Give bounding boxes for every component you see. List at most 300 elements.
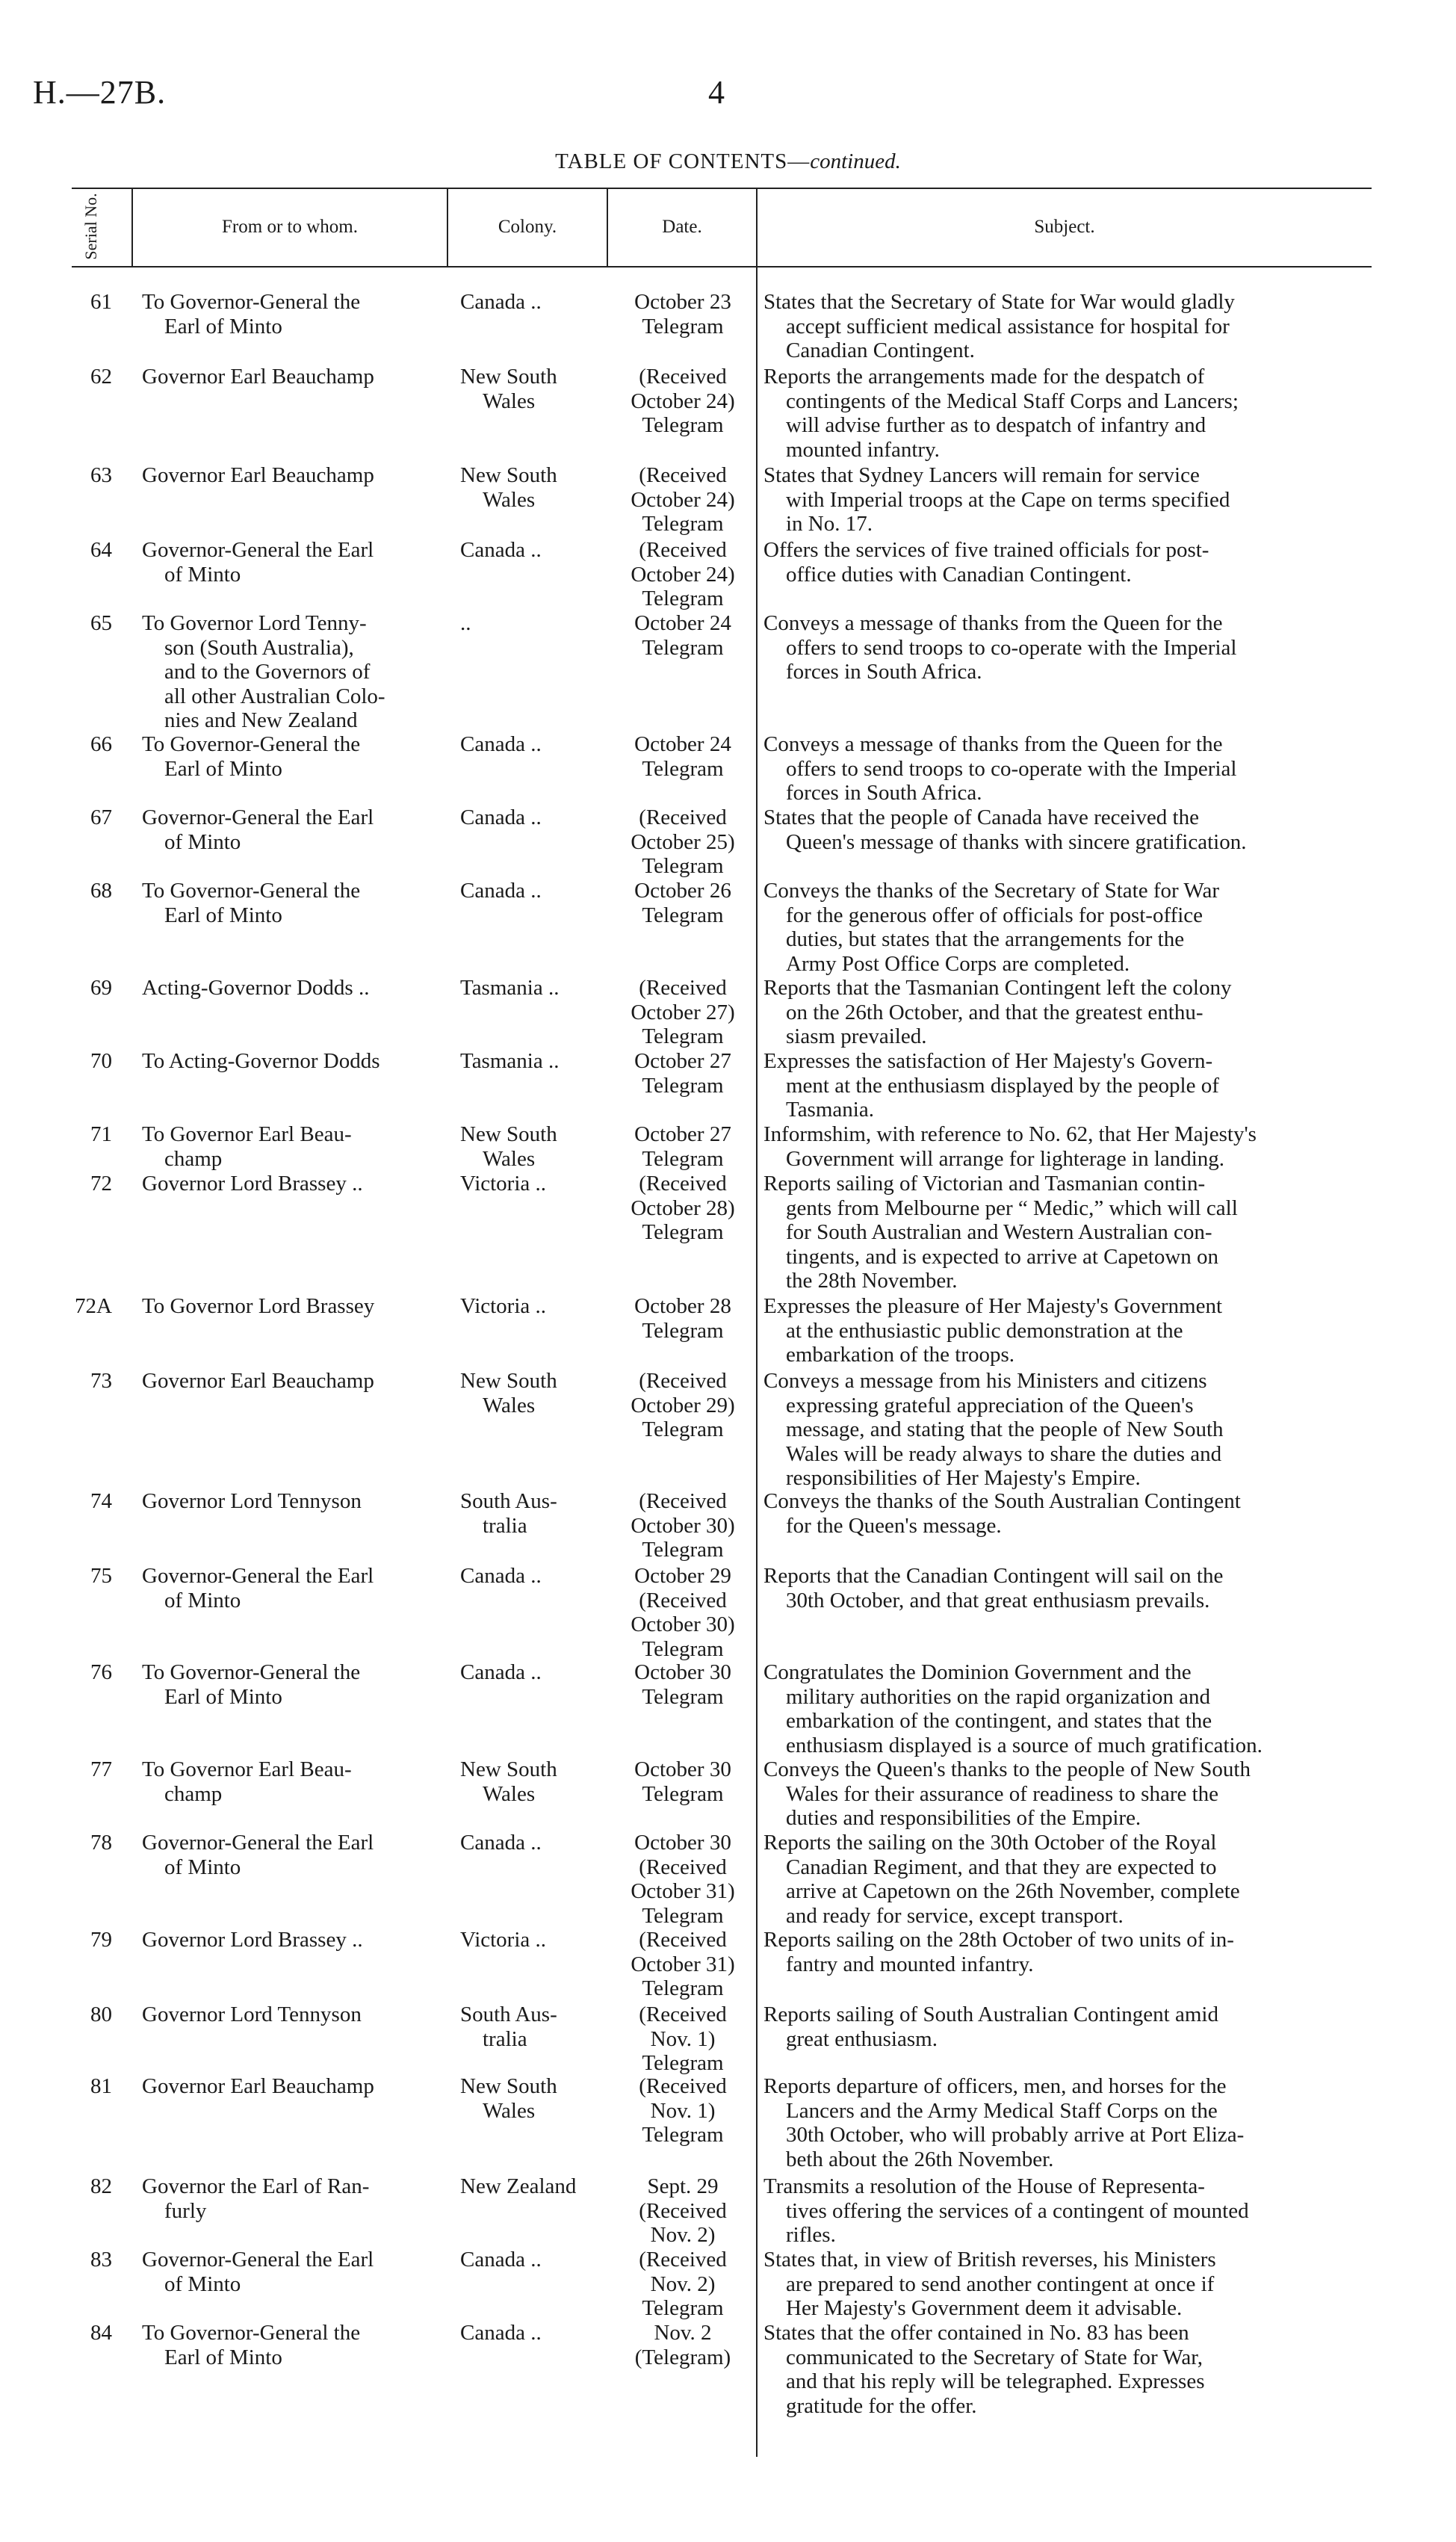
header-date: Date. [662,217,702,237]
colony-line: Canada .. [460,538,542,562]
colony [460,879,602,903]
from-or-to-whom [142,365,442,389]
colony-line: Canada .. [460,2321,542,2345]
date [608,538,758,611]
date [608,1757,758,1806]
date [608,365,758,438]
subject-line: arrive at Capetown on the 26th November, complete [786,1879,1240,1903]
subject-line: Conveys the Queen's thanks to the people of New South [763,1757,1251,1781]
date-line: October 29 [634,1564,731,1588]
from-or-to-whom-line: Governor-General the Earl [142,1831,374,1855]
subject [763,1122,1375,1171]
subject [763,805,1375,854]
from-or-to-whom [142,1489,442,1514]
header-serial: Serial No. [81,193,100,260]
colony [460,1172,602,1196]
date [608,1660,758,1709]
from-or-to-whom [142,463,442,488]
title-continued: continued. [810,149,901,173]
date [608,1122,758,1171]
subject-line: States that, in view of British reverses, his Ministers [763,2248,1216,2272]
date-line: Telegram [642,1976,724,2000]
date [608,2248,758,2321]
serial-number: 75 [90,1564,112,1588]
from-or-to-whom [142,976,442,1001]
subject-line: Government will arrange for lighterage in landing. [786,1146,1225,1171]
colony [460,1489,602,1538]
date [608,1489,758,1562]
from-or-to-whom-line: furly [164,2198,207,2223]
colony [460,1294,602,1319]
date-line: Telegram [642,2051,724,2075]
from-or-to-whom-line: Earl of Minto [164,2345,282,2369]
subject-line: are prepared to send another contingent at once if [786,2272,1215,2296]
from-or-to-whom-line: To Governor-General the [142,290,361,314]
serial-number: 74 [90,1489,112,1513]
colony-line: Victoria .. [460,1294,547,1318]
date-line: Telegram [642,1538,724,1562]
date-line: (Received [639,805,727,829]
from-or-to-whom [142,1757,442,1806]
from-or-to-whom-line: Governor Lord Brassey .. [142,1928,363,1952]
subject [763,2074,1375,2171]
date [608,2074,758,2147]
subject-line: gents from Melbourne per “ Medic,” which will call [786,1196,1238,1220]
from-or-to-whom-line: Governor Earl Beauchamp [142,463,374,487]
page-number: 4 [708,74,725,111]
date-line: (Received [639,1369,727,1393]
table-header-rule [72,266,1372,268]
date-line: (Received [639,1855,727,1879]
colony [460,1757,602,1806]
subject-line: ment at the enthusiasm displayed by the people of [786,1073,1219,1098]
colony-line: Canada .. [460,1831,542,1855]
date-line: Nov. 2) [650,2272,716,2296]
from-or-to-whom-line: Governor-General the Earl [142,805,374,829]
serial-number: 80 [90,2003,112,2026]
from-or-to-whom [142,2248,442,2296]
date-line: (Received [639,976,727,1000]
colony-line: New South [460,1122,557,1146]
from-or-to-whom-line: Governor-General the Earl [142,2248,374,2272]
subject-line: embarkation of the contingent, and states that the [786,1709,1212,1733]
date-line: October 25) [631,829,735,854]
date [608,290,758,338]
serial-number: 76 [90,1660,112,1684]
subject [763,976,1375,1049]
colony [460,805,602,830]
date-line: October 30 [634,1831,731,1855]
subject-line: Conveys the thanks of the South Australian Contingent [763,1489,1241,1513]
date-line: Telegram [642,1684,724,1709]
serial-number: 72 [90,1172,112,1196]
date [608,1831,758,1928]
date-line: (Received [639,1172,727,1196]
colony [460,1122,602,1171]
subject-line: Canadian Regiment, and that they are expected to [786,1855,1217,1879]
from-or-to-whom [142,1172,442,1196]
serial-number: 73 [90,1369,112,1393]
date-line: Telegram [642,1073,724,1098]
colony-line: Victoria .. [460,1172,547,1196]
from-or-to-whom [142,805,442,854]
date [608,805,758,879]
from-or-to-whom-line: Governor Earl Beauchamp [142,1369,374,1393]
subject [763,1172,1375,1293]
from-or-to-whom [142,2321,442,2369]
serial-number: 63 [90,463,112,487]
page-identifier: H.—27B. [33,74,167,111]
colony-line: Victoria .. [460,1928,547,1952]
date-line: Nov. 2 [654,2321,712,2345]
date [608,879,758,927]
date-line: October 30) [631,1612,735,1636]
subject-line: 30th October, who will probably arrive at Port Eliza- [786,2123,1245,2147]
from-or-to-whom-line: Earl of Minto [164,903,282,927]
date-line: October 28) [631,1196,735,1220]
subject [763,290,1375,363]
subject-line: Reports departure of officers, men, and horses for the [763,2074,1227,2098]
colony-line: Canada .. [460,1660,542,1684]
subject-line: accept sufficient medical assistance for hospital for [786,314,1230,338]
from-or-to-whom-line: Governor Lord Brassey .. [142,1172,363,1196]
subject-line: expressing grateful appreciation of the Queen's [786,1393,1194,1417]
subject-line: Expresses the satisfaction of Her Majesty's Govern- [763,1049,1213,1073]
subject-line: Her Majesty's Government deem it advisable. [786,2296,1183,2320]
colony-line: New South [460,1369,557,1393]
subject [763,1294,1375,1367]
subject [763,1369,1375,1491]
date [608,1564,758,1661]
date-line: (Received [639,1928,727,1952]
subject-line: Expresses the pleasure of Her Majesty's Government [763,1294,1223,1318]
date-line: October 24 [634,611,731,635]
subject [763,1489,1375,1538]
colony-line: Tasmania .. [460,1049,560,1073]
subject [763,611,1375,684]
date [608,1294,758,1343]
colony-line: Tasmania .. [460,976,560,1000]
colony [460,365,602,413]
date-line: (Received [639,365,727,389]
date-line: October 28 [634,1294,731,1318]
colony-line: Canada .. [460,879,542,903]
colony [460,463,602,512]
from-or-to-whom [142,1049,442,1074]
title-main: TABLE OF CONTENTS— [555,149,811,173]
date-line: Telegram [642,1903,724,1928]
from-or-to-whom-line: Governor the Earl of Ran- [142,2174,370,2198]
subject-line: States that the people of Canada have received the [763,805,1199,829]
subject [763,1564,1375,1612]
date-line: October 23 [634,290,731,314]
date-line: (Telegram) [634,2345,731,2369]
from-or-to-whom-line: Governor Lord Tennyson [142,1489,362,1513]
from-or-to-whom-line: Governor-General the Earl [142,538,374,562]
subject-line: Lancers and the Army Medical Staff Corps on the [786,2098,1218,2123]
subject-line: tingents, and is expected to arrive at Capetown on [786,1244,1219,1269]
date-line: Telegram [642,512,724,536]
from-or-to-whom-line: To Governor-General the [142,1660,361,1684]
date-line: October 30 [634,1757,731,1781]
from-or-to-whom [142,1660,442,1709]
header-from: From or to whom. [222,217,358,237]
subject-line: and that his reply will be telegraphed. Expresses [786,2369,1205,2393]
serial-number: 81 [90,2074,112,2098]
date-line: (Received [639,2198,727,2223]
colony-line: Wales [483,389,536,413]
serial-number: 70 [90,1049,112,1073]
from-or-to-whom [142,879,442,927]
from-or-to-whom [142,2174,442,2223]
from-or-to-whom-line: To Governor-General the [142,732,361,756]
serial-number: 62 [90,365,112,389]
subject-line: States that Sydney Lancers will remain for service [763,463,1200,487]
from-or-to-whom-line: of Minto [164,562,241,587]
date-line: Nov. 1) [650,2026,716,2051]
from-or-to-whom [142,2003,442,2027]
subject-line: message, and stating that the people of New South [786,1417,1224,1441]
from-or-to-whom [142,732,442,781]
colony [460,2074,602,2123]
subject-line: Conveys the thanks of the Secretary of State for War [763,879,1219,903]
serial-number: 72A [75,1294,112,1318]
serial-number: 82 [90,2174,112,2198]
colony [460,1660,602,1685]
colony [460,2321,602,2345]
colony-line: New South [460,365,557,389]
subject-line: Informshim, with reference to No. 62, that Her Majesty's [763,1122,1257,1146]
colony-line: Wales [483,487,536,512]
subject-line: at the enthusiastic public demonstration at the [786,1318,1183,1343]
colony-line: New South [460,2074,557,2098]
subject-line: for South Australian and Western Australian con- [786,1220,1212,1244]
date [608,1369,758,1442]
colony-line: Wales [483,1146,536,1171]
from-or-to-whom [142,1564,442,1612]
date-line: October 30 [634,1660,731,1684]
date-line: October 24 [634,732,731,756]
colony-line: Canada .. [460,290,542,314]
from-or-to-whom-line: To Governor Earl Beau- [142,1757,352,1781]
subject-line: for the Queen's message. [786,1513,1002,1538]
colony [460,290,602,315]
date-line: Sept. 29 [647,2174,719,2198]
subject-line: tives offering the services of a contingent of mounted [786,2198,1249,2223]
from-or-to-whom [142,1928,442,1952]
serial-number: 67 [90,805,112,829]
subject-line: office duties with Canadian Contingent. [786,562,1132,587]
from-or-to-whom-line: To Governor-General the [142,879,361,903]
from-or-to-whom [142,1369,442,1394]
subject-line: communicated to the Secretary of State for War, [786,2345,1203,2369]
from-or-to-whom-line: of Minto [164,2272,241,2296]
colony-line: South Aus- [460,1489,557,1513]
subject-line: Canadian Contingent. [786,338,975,362]
subject-line: Queen's message of thanks with sincere gratification. [786,829,1247,854]
subject-line: States that the offer contained in No. 83 has been [763,2321,1189,2345]
subject [763,1660,1375,1757]
date [608,1049,758,1098]
subject-line: Reports that the Canadian Contingent will sail on the [763,1564,1224,1588]
date [608,463,758,536]
serial-number: 84 [90,2321,112,2345]
subject-line: Reports the arrangements made for the despatch of [763,365,1205,389]
colony-line: Wales [483,1781,536,1806]
colony [460,732,602,757]
date-line: October 31) [631,1952,735,1976]
header-subject: Subject. [1034,217,1095,237]
from-or-to-whom-line: Earl of Minto [164,756,282,781]
date-line: October 29) [631,1393,735,1417]
subject-line: Congratulates the Dominion Government and the [763,1660,1192,1684]
from-or-to-whom [142,290,442,338]
subject-line: enthusiasm displayed is a source of much gratification. [786,1733,1263,1757]
date-line: October 30) [631,1513,735,1538]
date-line: October 31) [631,1879,735,1903]
colony [460,2174,602,2199]
date-line: (Received [639,1489,727,1513]
subject-line: Conveys a message from his Ministers and citizens [763,1369,1207,1393]
subject [763,732,1375,805]
subject-line: offers to send troops to co-operate with the Imperial [786,635,1237,660]
subject-line: forces in South Africa. [786,781,982,805]
serial-number: 68 [90,879,112,903]
from-or-to-whom-line: Governor Earl Beauchamp [142,2074,374,2098]
subject-line: Transmits a resolution of the House of Representa- [763,2174,1205,2198]
colony [460,1831,602,1855]
from-or-to-whom-line: Earl of Minto [164,1684,282,1709]
from-or-to-whom [142,1831,442,1879]
subject-line: rifles. [786,2223,836,2247]
date-line: (Received [639,463,727,487]
date-line: (Received [639,1588,727,1612]
date [608,732,758,781]
date-line: Telegram [642,1781,724,1806]
date [608,2003,758,2076]
subject-line: 30th October, and that great enthusiasm prevails. [786,1588,1210,1612]
colony-line: Canada .. [460,2248,542,2272]
date-line: October 27 [634,1049,731,1073]
date-line: October 27) [631,1000,735,1024]
date [608,1172,758,1245]
subject [763,2003,1375,2051]
from-or-to-whom-line: Governor-General the Earl [142,1564,374,1588]
subject-line: Wales for their assurance of readiness to share the [786,1781,1219,1806]
subject [763,1049,1375,1122]
date-line: October 27 [634,1122,731,1146]
from-or-to-whom [142,611,442,733]
subject-line: Reports sailing on the 28th October of two units of in- [763,1928,1234,1952]
date-line: Telegram [642,314,724,338]
from-or-to-whom-line: all other Australian Colo- [164,684,385,708]
date-line: Telegram [642,635,724,660]
date [608,611,758,660]
subject [763,1831,1375,1928]
subject-line: gratitude for the offer. [786,2393,977,2418]
subject-line: Reports sailing of Victorian and Tasmanian contin- [763,1172,1206,1196]
subject-line: Conveys a message of thanks from the Queen for the [763,611,1223,635]
colony [460,538,602,563]
serial-number: 71 [90,1122,112,1146]
date-line: Telegram [642,903,724,927]
colony [460,611,602,636]
date-line: Telegram [642,587,724,610]
date-line: Telegram [642,1146,724,1171]
subject-line: in No. 17. [786,512,873,536]
from-or-to-whom-line: To Governor Lord Tenny- [142,611,367,635]
subject [763,1757,1375,1831]
date-line: Telegram [642,854,724,878]
serial-number: 65 [90,611,112,635]
colony-line: Wales [483,2098,536,2123]
subject-line: Reports that the Tasmanian Contingent left the colony [763,976,1232,1000]
subject [763,463,1375,536]
date-line: Telegram [642,1417,724,1441]
colony [460,2248,602,2272]
subject [763,538,1375,587]
colony-line: New South [460,463,557,487]
subject-line: offers to send troops to co-operate with the Imperial [786,756,1237,781]
subject-line: military authorities on the rapid organization and [786,1684,1211,1709]
colony-line: Wales [483,1393,536,1417]
colony [460,1049,602,1074]
subject-line: beth about the 26th November. [786,2147,1054,2171]
from-or-to-whom-line: To Governor Lord Brassey [142,1294,375,1318]
subject-line: Wales will be ready always to share the duties and [786,1441,1222,1466]
date-line: Telegram [642,1024,724,1048]
from-or-to-whom-line: of Minto [164,1588,241,1612]
date-line: Telegram [642,1220,724,1244]
date [608,1928,758,2001]
serial-number: 77 [90,1757,112,1781]
date-line: (Received [639,538,727,562]
colony-line: New Zealand [460,2174,577,2198]
serial-number: 79 [90,1928,112,1952]
from-or-to-whom-line: of Minto [164,1855,241,1879]
date-line: (Received [639,2248,727,2272]
serial-number: 61 [90,290,112,314]
date [608,2321,758,2369]
subject-line: States that the Secretary of State for War would gladly [763,290,1235,314]
subject-line: great enthusiasm. [786,2026,938,2051]
subject [763,365,1375,462]
from-or-to-whom-line: To Acting-Governor Dodds [142,1049,380,1073]
date-line: Telegram [642,2123,724,2147]
serial-number: 69 [90,976,112,1000]
subject [763,2174,1375,2248]
colony-line: Canada .. [460,732,542,756]
subject-line: will advise further as to despatch of infantry and [786,413,1206,437]
date-line: Telegram [642,756,724,781]
from-or-to-whom-line: Governor Earl Beauchamp [142,365,374,389]
serial-number: 78 [90,1831,112,1855]
from-or-to-whom-line: and to the Governors of [164,660,371,684]
serial-number: 64 [90,538,112,562]
from-or-to-whom-line: of Minto [164,829,241,854]
colony-line: New South [460,1757,557,1781]
date-line: Telegram [642,413,724,437]
colony-line: Canada .. [460,805,542,829]
header-colony: Colony. [498,217,557,237]
table-top-rule [72,188,1372,189]
colony [460,2003,602,2051]
date-line: October 24) [631,389,735,413]
date-line: October 26 [634,879,731,903]
colony [460,1928,602,1952]
subject-line: fantry and mounted infantry. [786,1952,1034,1976]
subject-line: forces in South Africa. [786,660,982,684]
